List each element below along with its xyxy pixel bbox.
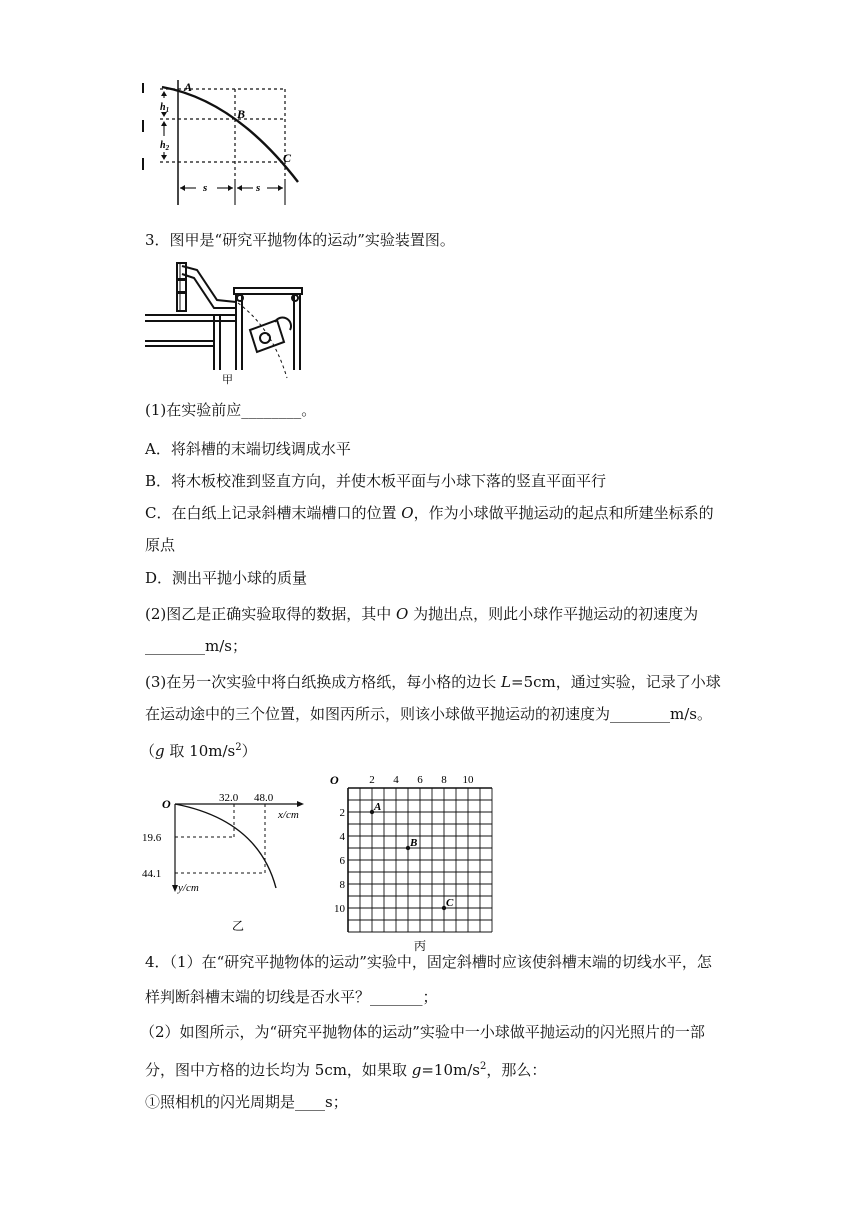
h2-subscript: 2 xyxy=(165,144,170,152)
question-3-sub1: (1)在实验前应________。 xyxy=(145,401,317,419)
question-4-line-1: 4．（1）在“研究平抛物体的运动”实验中，固定斜槽时应该使斜槽末端的切线水平，怎 xyxy=(145,953,712,971)
yi-y-axis-label: y/cm xyxy=(178,882,199,894)
yi-y-tick-44.1: 44.1 xyxy=(142,868,162,880)
yi-x-tick-32: 32.0 xyxy=(219,792,239,804)
h2-label: h xyxy=(160,140,166,151)
fig-jia-caption: 甲 xyxy=(222,374,233,386)
point-A-label: A xyxy=(184,80,193,94)
bing-x-tick-8: 8 xyxy=(441,774,447,786)
yi-origin-label: O xyxy=(162,797,171,811)
yi-x-tick-48: 48.0 xyxy=(254,792,274,804)
s2-label: s xyxy=(256,182,261,194)
svg-text:h1 xyxy=(160,102,169,114)
point-B-label: B xyxy=(237,107,246,121)
yi-x-axis-label: x/cm xyxy=(278,809,299,821)
bing-point-A-label: A xyxy=(374,801,382,813)
point-C-label: C xyxy=(283,151,292,165)
question-4-line-4: 分，图中方格的边长均为 5cm，如果取 $g=10m/s^2$，那么： xyxy=(145,1061,547,1079)
question-3-sub2: (2)图乙是正确实验取得的数据，其中 O 为抛出点，则此小球作平抛运动的初速度为 xyxy=(145,605,699,623)
bing-origin-label: O xyxy=(330,773,339,787)
question-4-line-5: ①照相机的闪光周期是____s； xyxy=(145,1093,348,1111)
option-B: B．将木板校准到竖直方向，并使木板平面与小球下落的竖直平面平行 xyxy=(145,472,607,490)
apparatus-figure-jia xyxy=(142,258,312,388)
grid-figure-bing xyxy=(328,770,498,953)
bing-point-C-label: C xyxy=(446,897,454,909)
bing-y-tick-6: 6 xyxy=(339,855,345,867)
bing-caption: 丙 xyxy=(414,939,427,953)
question-3-intro: 3．图甲是“研究平抛物体的运动”实验装置图。 xyxy=(145,231,455,249)
option-C-continued: 原点 xyxy=(145,536,176,554)
bing-x-tick-10: 10 xyxy=(462,774,474,786)
yi-caption: 乙 xyxy=(232,919,245,933)
s1-label: s xyxy=(203,182,208,194)
option-A: A．将斜槽的末端切线调成水平 xyxy=(145,440,351,458)
question-3-sub2-continued: ________m/s； xyxy=(145,637,247,655)
bing-x-tick-4: 4 xyxy=(393,774,399,786)
question-4-line-3: （2）如图所示，为“研究平抛物体的运动”实验中一小球做平抛运动的闪光照片的一部 xyxy=(140,1023,705,1041)
option-C: C．在白纸上记录斜槽末端槽口的位置 O，作为小球做平抛运动的起点和所建坐标系的 xyxy=(145,504,714,522)
bing-x-tick-2: 2 xyxy=(369,774,375,786)
trajectory-figure-yi xyxy=(140,790,325,938)
question-3-sub3: (3)在另一次实验中将白纸换成方格纸，每小格的边长 L=5cm，通过实验，记录了小球 xyxy=(145,673,721,691)
bing-y-tick-2: 2 xyxy=(339,807,345,819)
svg-text:h2 xyxy=(160,140,170,152)
bing-y-tick-8: 8 xyxy=(339,879,345,891)
h1-subscript: 1 xyxy=(165,106,170,114)
h1-label: h xyxy=(160,102,166,113)
bing-y-tick-10: 10 xyxy=(334,903,345,915)
question-3-sub3-continued: 在运动途中的三个位置，如图丙所示，则该小球做平抛运动的初速度为________m/s。 xyxy=(145,705,712,723)
bing-point-B-label: B xyxy=(410,837,418,849)
option-D: D．测出平抛小球的质量 xyxy=(145,569,308,587)
trajectory-grid-figure xyxy=(140,80,305,215)
question-4-line-2: 样判断斜槽末端的切线是否水平？_______； xyxy=(145,988,438,1006)
bing-y-tick-4: 4 xyxy=(339,831,345,843)
yi-y-tick-19.6: 19.6 xyxy=(142,832,162,844)
bing-x-tick-6: 6 xyxy=(417,774,423,786)
gravity-note: （g 取 $10m/s^2$） xyxy=(140,742,257,760)
